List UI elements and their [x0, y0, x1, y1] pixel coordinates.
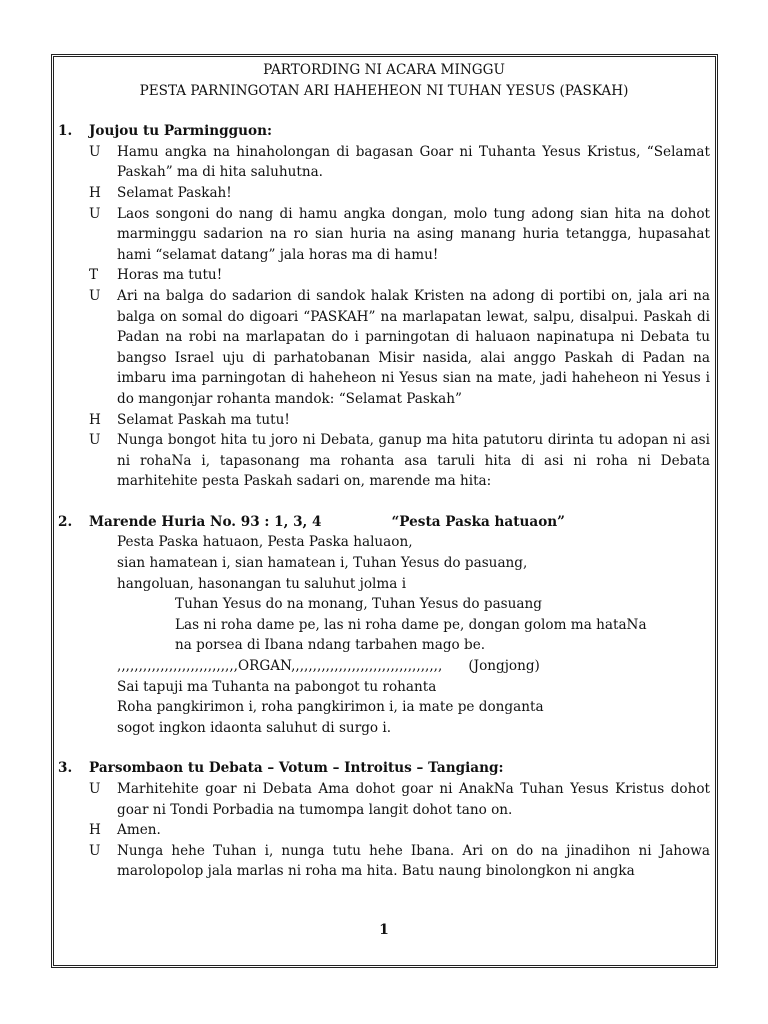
section-2: [58, 512, 710, 739]
hymn-line: sian hamatean i, sian hamatean i, Tuhan Yesus do pasuang,: [117, 555, 528, 572]
refrain-line: Las ni roha dame pe, las ni roha dame pe, dongan golom ma hataNa: [175, 616, 647, 633]
liturgy-line: [58, 265, 710, 286]
liturgy-line: [58, 410, 710, 431]
liturgy-text: Hamu angka na hinaholongan di bagasan Goar ni Tuhanta Yesus Kristus, “Selamat Paskah” ma di hita saluhutna.: [117, 143, 710, 181]
speaker-label: U: [89, 143, 101, 160]
section-3-heading: [58, 758, 710, 779]
organ-text: ,,,,,,,,,,,,,,,,,,,,,,,,,,,,ORGAN,,,,,,,,,,,,,,,,,,,,,,,,,,,,,,,,,,,: [117, 658, 443, 675]
liturgy-text: Selamat Paskah!: [117, 184, 232, 201]
liturgy-line: [58, 841, 710, 882]
speaker-label: U: [89, 205, 101, 222]
refrain-line: Tuhan Yesus do na monang, Tuhan Yesus do pasuang: [175, 596, 542, 613]
liturgy-text: Amen.: [117, 822, 161, 839]
hymn-line: hangoluan, hasonangan tu saluhut jolma i: [117, 575, 407, 592]
section-number: 2.: [58, 513, 73, 530]
section-1-heading: [58, 121, 710, 142]
page-number: 1: [379, 922, 389, 938]
speaker-label: H: [89, 411, 101, 428]
speaker-label: U: [89, 842, 101, 859]
section-number: 1.: [58, 123, 73, 140]
section-3: [58, 758, 710, 882]
document-page: [58, 60, 710, 882]
liturgy-text: Nunga hehe Tuhan i, nunga tutu hehe Ibana. Ari on do na jinadihon ni Jahowa marolopolop jala marlas ni roha ma hita. Batu naung binolongkon ni angka: [117, 842, 710, 880]
liturgy-line: [58, 430, 710, 492]
liturgy-text: Horas ma tutu!: [117, 267, 223, 284]
title-line-1: PARTORDING NI ACARA MINGGU: [263, 62, 505, 78]
speaker-label: U: [89, 287, 101, 304]
title-line-2: PESTA PARNINGOTAN ARI HAHEHEON NI TUHAN YESUS (PASKAH): [139, 82, 629, 99]
hymn-line: sogot ingkon idaonta saluhut di surgo i.: [117, 719, 392, 736]
liturgy-text: Marhitehite goar ni Debata Ama dohot goar ni AnakNa Tuhan Yesus Kristus dohot goar ni Tondi Porbadia na tumompa langit dohot tano on.: [117, 781, 710, 818]
refrain-line: na porsea di Ibana ndang tarbahen mago be.: [175, 637, 486, 654]
section-number: 3.: [58, 760, 73, 777]
liturgy-line: [58, 779, 710, 820]
liturgy-text: Laos songoni do nang di hamu angka dongan, molo tung adong sian hita na dohot marminggu sadarion na ro sian huria na asing manang huria tetangga, hupasahat hami “selamat datang” jala horas ma di hamu!: [117, 205, 710, 263]
liturgy-text: Nunga bongot hita tu joro ni Debata, ganup ma hita patutoru dirinta tu adopan ni asi ni rohaNa i, tapasonang ma rohanta asa taruli hita di asi ni roha ni Debata marhitehite pesta Paskah sadari on, marende ma hita:: [117, 432, 710, 490]
jongjong-note: (Jongjong): [468, 658, 540, 675]
section-title: Parsombaon tu Debata – Votum – Introitus – Tangiang:: [89, 760, 504, 777]
liturgy-line: [58, 142, 710, 183]
section-1: [58, 121, 710, 492]
section-title: Joujou tu Parmingguon:: [89, 123, 272, 140]
hymn-line: Pesta Paska hatuaon, Pesta Paska haluaon,: [117, 534, 413, 551]
speaker-label: U: [89, 432, 101, 449]
section-title: Marende Huria No. 93 : 1, 3, 4: [89, 513, 322, 530]
liturgy-line: [58, 286, 710, 410]
hymn-line: Sai tapuji ma Tuhanta na pabongot tu rohanta: [117, 678, 437, 695]
song-title: “Pesta Paska hatuaon”: [391, 513, 565, 530]
hymn-line: Roha pangkirimon i, roha pangkirimon i, ia mate pe donganta: [117, 699, 544, 716]
section-2-heading: [58, 512, 710, 533]
liturgy-line: [58, 204, 710, 266]
liturgy-line: [58, 820, 710, 841]
speaker-label: U: [89, 781, 101, 797]
speaker-label: H: [89, 184, 101, 201]
liturgy-text: Ari na balga do sadarion di sandok halak Kristen na adong di portibi on, jala ari na balga on somal do digoari “PASKAH” na marlapatan lewat, salpu, disalpui. Paskah di Padan na robi na marlapatan do i parningotan di haluaon napinatupa ni Debata tu bangso Israel uju di parhatobanan Misir nasida, alai anggo Paskah di Padan na imbaru ima parningotan di haheheon ni Yesus sian na mate, jadi haheheon ni Yesus i do mangonjar rohanta mandok: “Selamat Paskah”: [117, 287, 710, 407]
speaker-label: H: [89, 822, 101, 839]
liturgy-line: [58, 183, 710, 204]
liturgy-text: Selamat Paskah ma tutu!: [117, 411, 290, 428]
organ-line: [58, 656, 710, 677]
speaker-label: T: [89, 267, 99, 284]
